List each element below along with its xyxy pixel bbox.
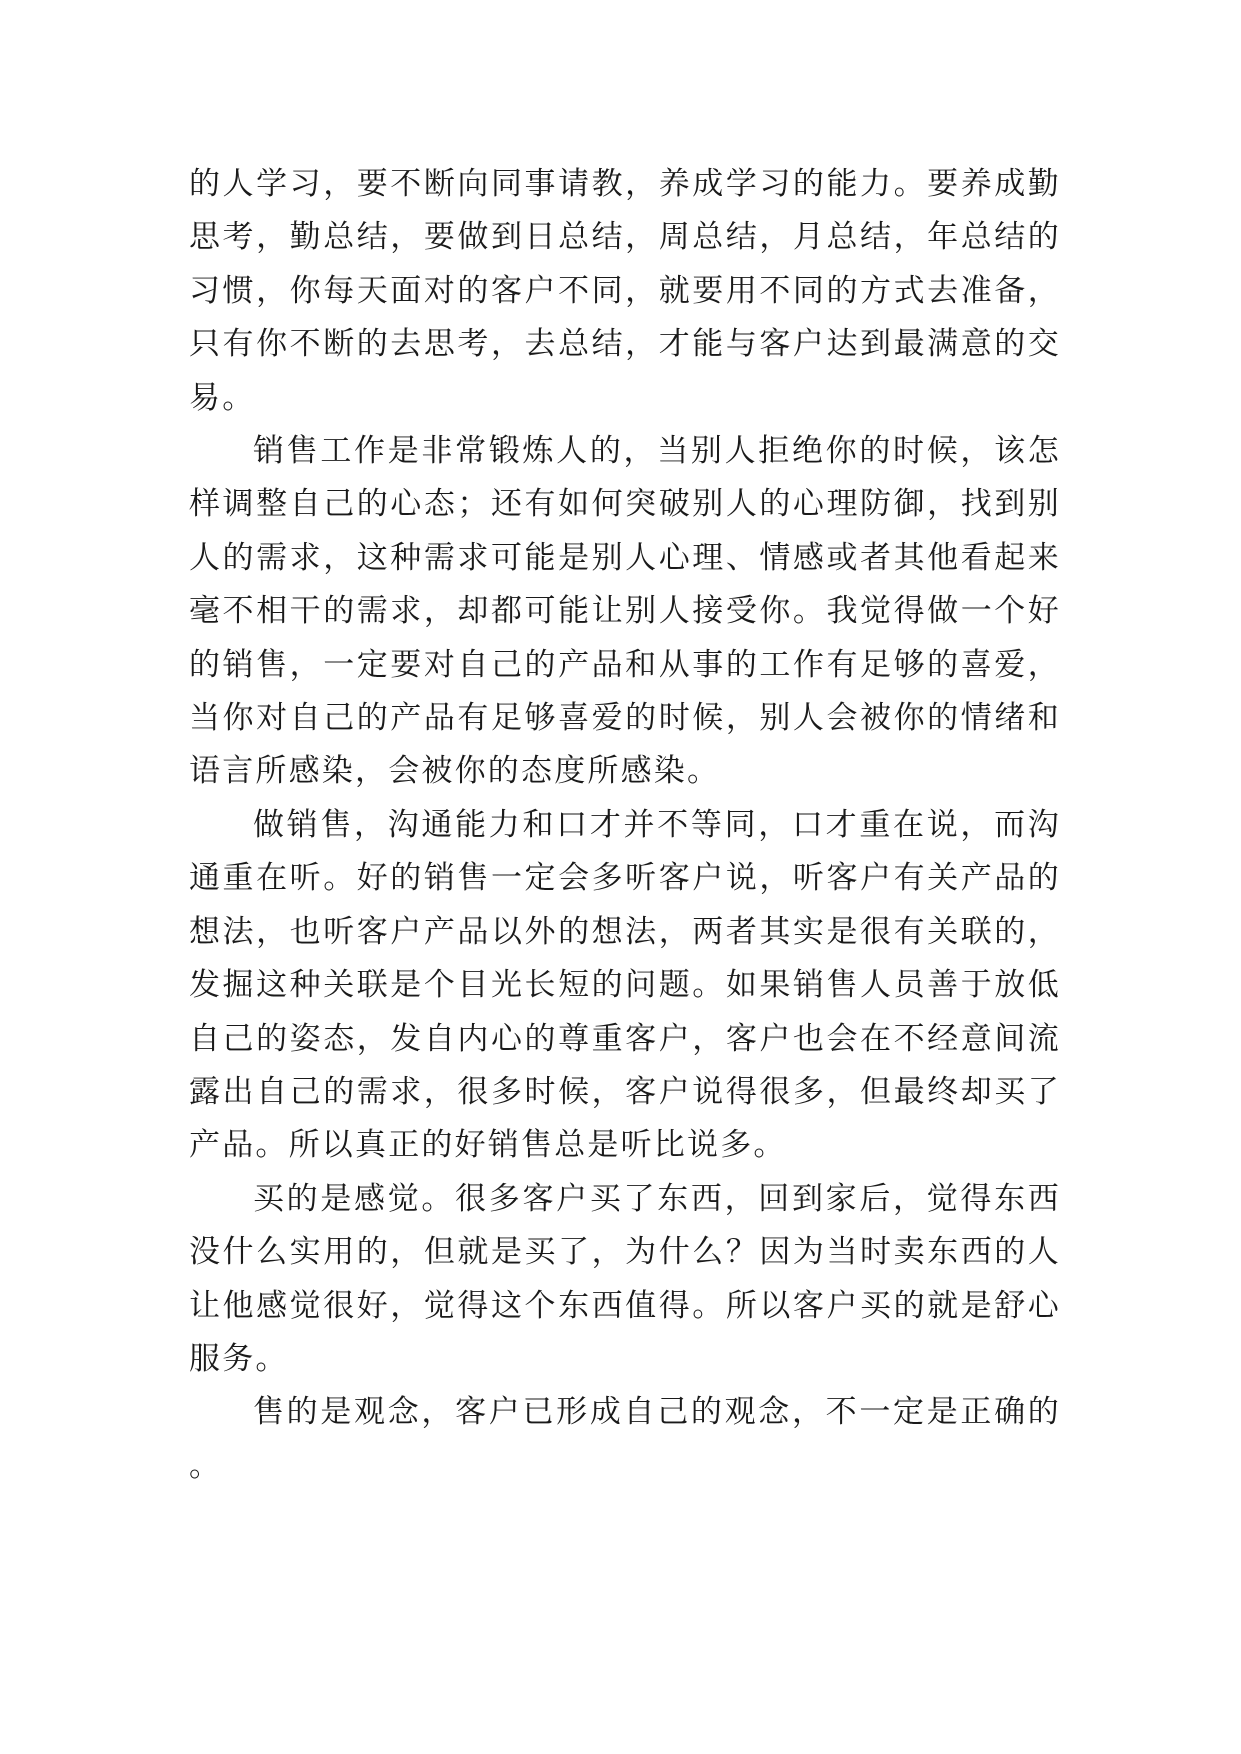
document-body	[189, 158, 1061, 1493]
paragraph-selling-concept: 售的是观念，客户已形成自己的观念，不一定是正确的。	[189, 1394, 1061, 1484]
paragraph-continued-learning: 的人学习，要不断向同事请教，养成学习的能力。要养成勤思考，勤总结，要做到日总结，周总结，月总结，年总结的习惯，你每天面对的客户不同，就要用不同的方式去准备，只有你不断的去思考，去总结，才能与客户达到最满意的交易。	[189, 166, 1061, 416]
paragraph-communication: 做销售，沟通能力和口才并不等同，口才重在说，而沟通重在听。好的销售一定会多听客户说，听客户有关产品的想法，也听客户产品以外的想法，两者其实是很有关联的，发掘这种关联是个目光长短的问题。如果销售人员善于放低自己的姿态，发自内心的尊重客户，客户也会在不经意间流露出自己的需求，很多时候，客户说得很多，但最终却买了产品。所以真正的好销售总是听比说多。	[189, 806, 1061, 1164]
paragraph-buying-feeling: 买的是感觉。很多客户买了东西，回到家后，觉得东西没什么实用的，但就是买了，为什么？因为当时卖东西的人让他感觉很好，觉得这个东西值得。所以客户买的就是舒心服务。	[189, 1180, 1061, 1377]
paragraph-sales-mindset: 销售工作是非常锻炼人的，当别人拒绝你的时候，该怎样调整自己的心态；还有如何突破别人的心理防御，找到别人的需求，这种需求可能是别人心理、情感或者其他看起来毫不相干的需求，却都可能让别人接受你。我觉得做一个好的销售，一定要对自己的产品和从事的工作有足够的喜爱，当你对自己的产品有足够喜爱的时候，别人会被你的情绪和语言所感染，会被你的态度所感染。	[189, 433, 1061, 790]
